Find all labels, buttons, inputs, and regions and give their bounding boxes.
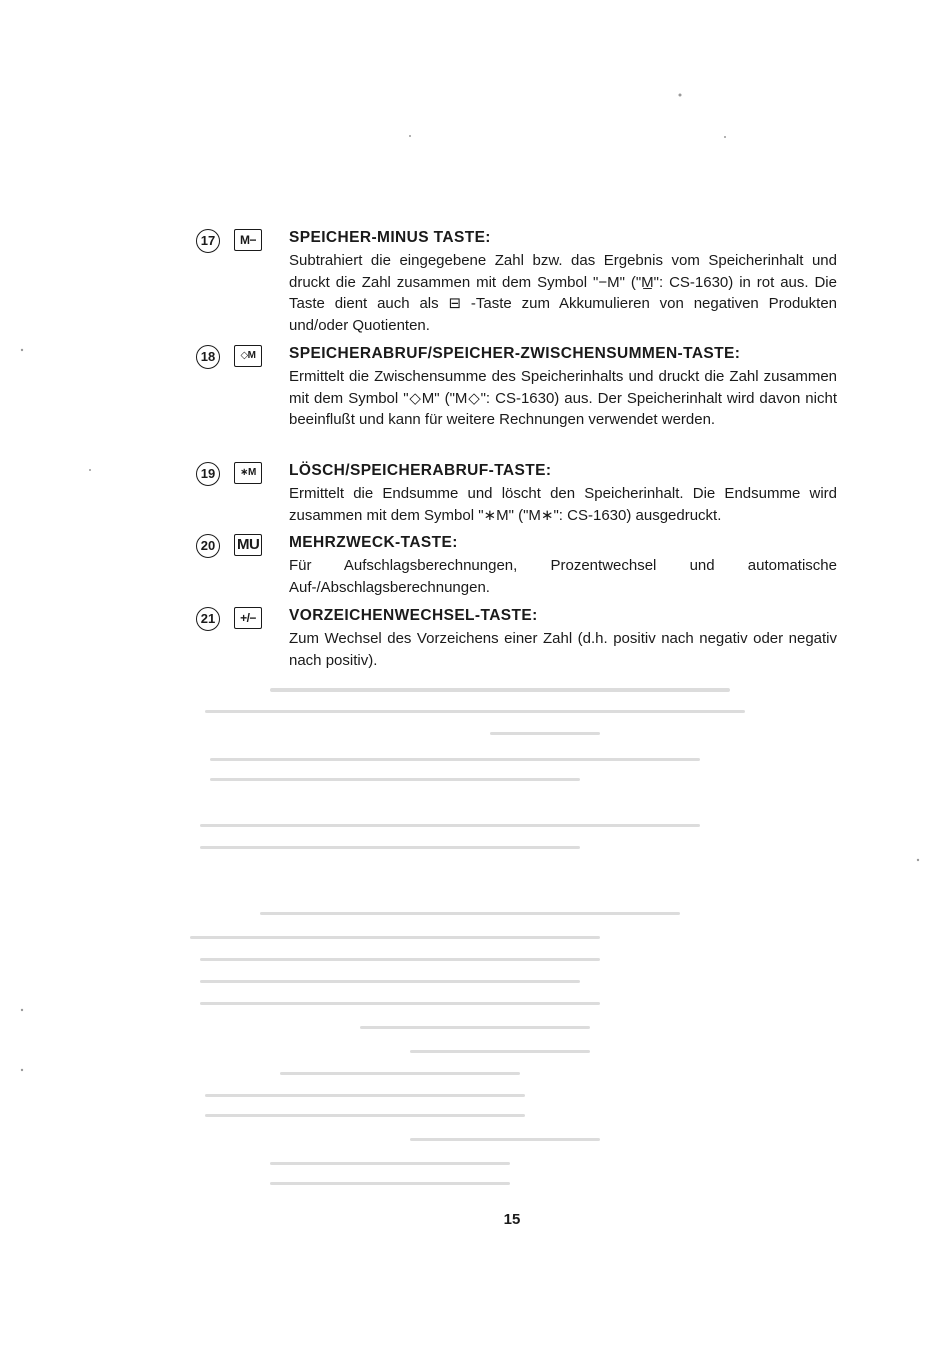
entry-description: Zum Wechsel des Vorzeichens einer Zahl (d.h. positiv nach negativ oder negativ nach positiv). bbox=[289, 630, 837, 669]
key-icon-memory-minus: M− bbox=[234, 229, 262, 251]
entry-heading: VORZEICHENWECHSEL-TASTE: bbox=[289, 607, 538, 624]
entry-heading: SPEICHERABRUF/SPEICHER-ZWISCHENSUMMEN-TASTE: bbox=[289, 345, 741, 362]
entry-number-17: 17 bbox=[196, 229, 220, 253]
key-icon-markup: MU bbox=[234, 534, 262, 556]
entry-number-21: 21 bbox=[196, 607, 220, 631]
entry-description: Für Aufschlagsberechnungen, Prozentwechsel und automatische Auf-/Abschlagsberechnungen. bbox=[289, 557, 837, 596]
entry-heading: LÖSCH/SPEICHERABRUF-TASTE: bbox=[289, 462, 552, 479]
entry-description: Ermittelt die Zwischensumme des Speicherinhalts und druckt die Zahl zusammen mit dem Symbol "◇M" ("M◇": CS-1630) aus. Der Speicherinhalt wird davon nicht beeinflußt und kann für weitere Rechnungen verwendet werden. bbox=[289, 368, 837, 428]
entry-number-18: 18 bbox=[196, 345, 220, 369]
entry-description: Ermittelt die Endsumme und löscht den Speicherinhalt. Die Endsumme wird zusammen mit dem Symbol "∗M" ("M∗": CS-1630) ausgedruckt. bbox=[289, 485, 837, 524]
page-number: 15 bbox=[503, 1211, 521, 1228]
entry-heading: MEHRZWECK-TASTE: bbox=[289, 534, 458, 551]
key-icon-memory-total: ∗M bbox=[234, 462, 262, 484]
entry-heading: SPEICHER-MINUS TASTE: bbox=[289, 229, 491, 246]
entry-description: Subtrahiert die eingegebene Zahl bzw. das Ergebnis vom Speicherinhalt und druckt die Zahl zusammen mit dem Symbol "−M" ("M̲": CS-1630) in rot aus. Die Taste dient auch als ⊟ -Taste zum Akkumulieren von negativen Produkten und/oder Quotienten. bbox=[289, 252, 837, 334]
key-icon-memory-subtotal: ◇M bbox=[234, 345, 262, 367]
entry-number-19: 19 bbox=[196, 462, 220, 486]
key-icon-sign-change: +/− bbox=[234, 607, 262, 629]
entry-number-20: 20 bbox=[196, 534, 220, 558]
